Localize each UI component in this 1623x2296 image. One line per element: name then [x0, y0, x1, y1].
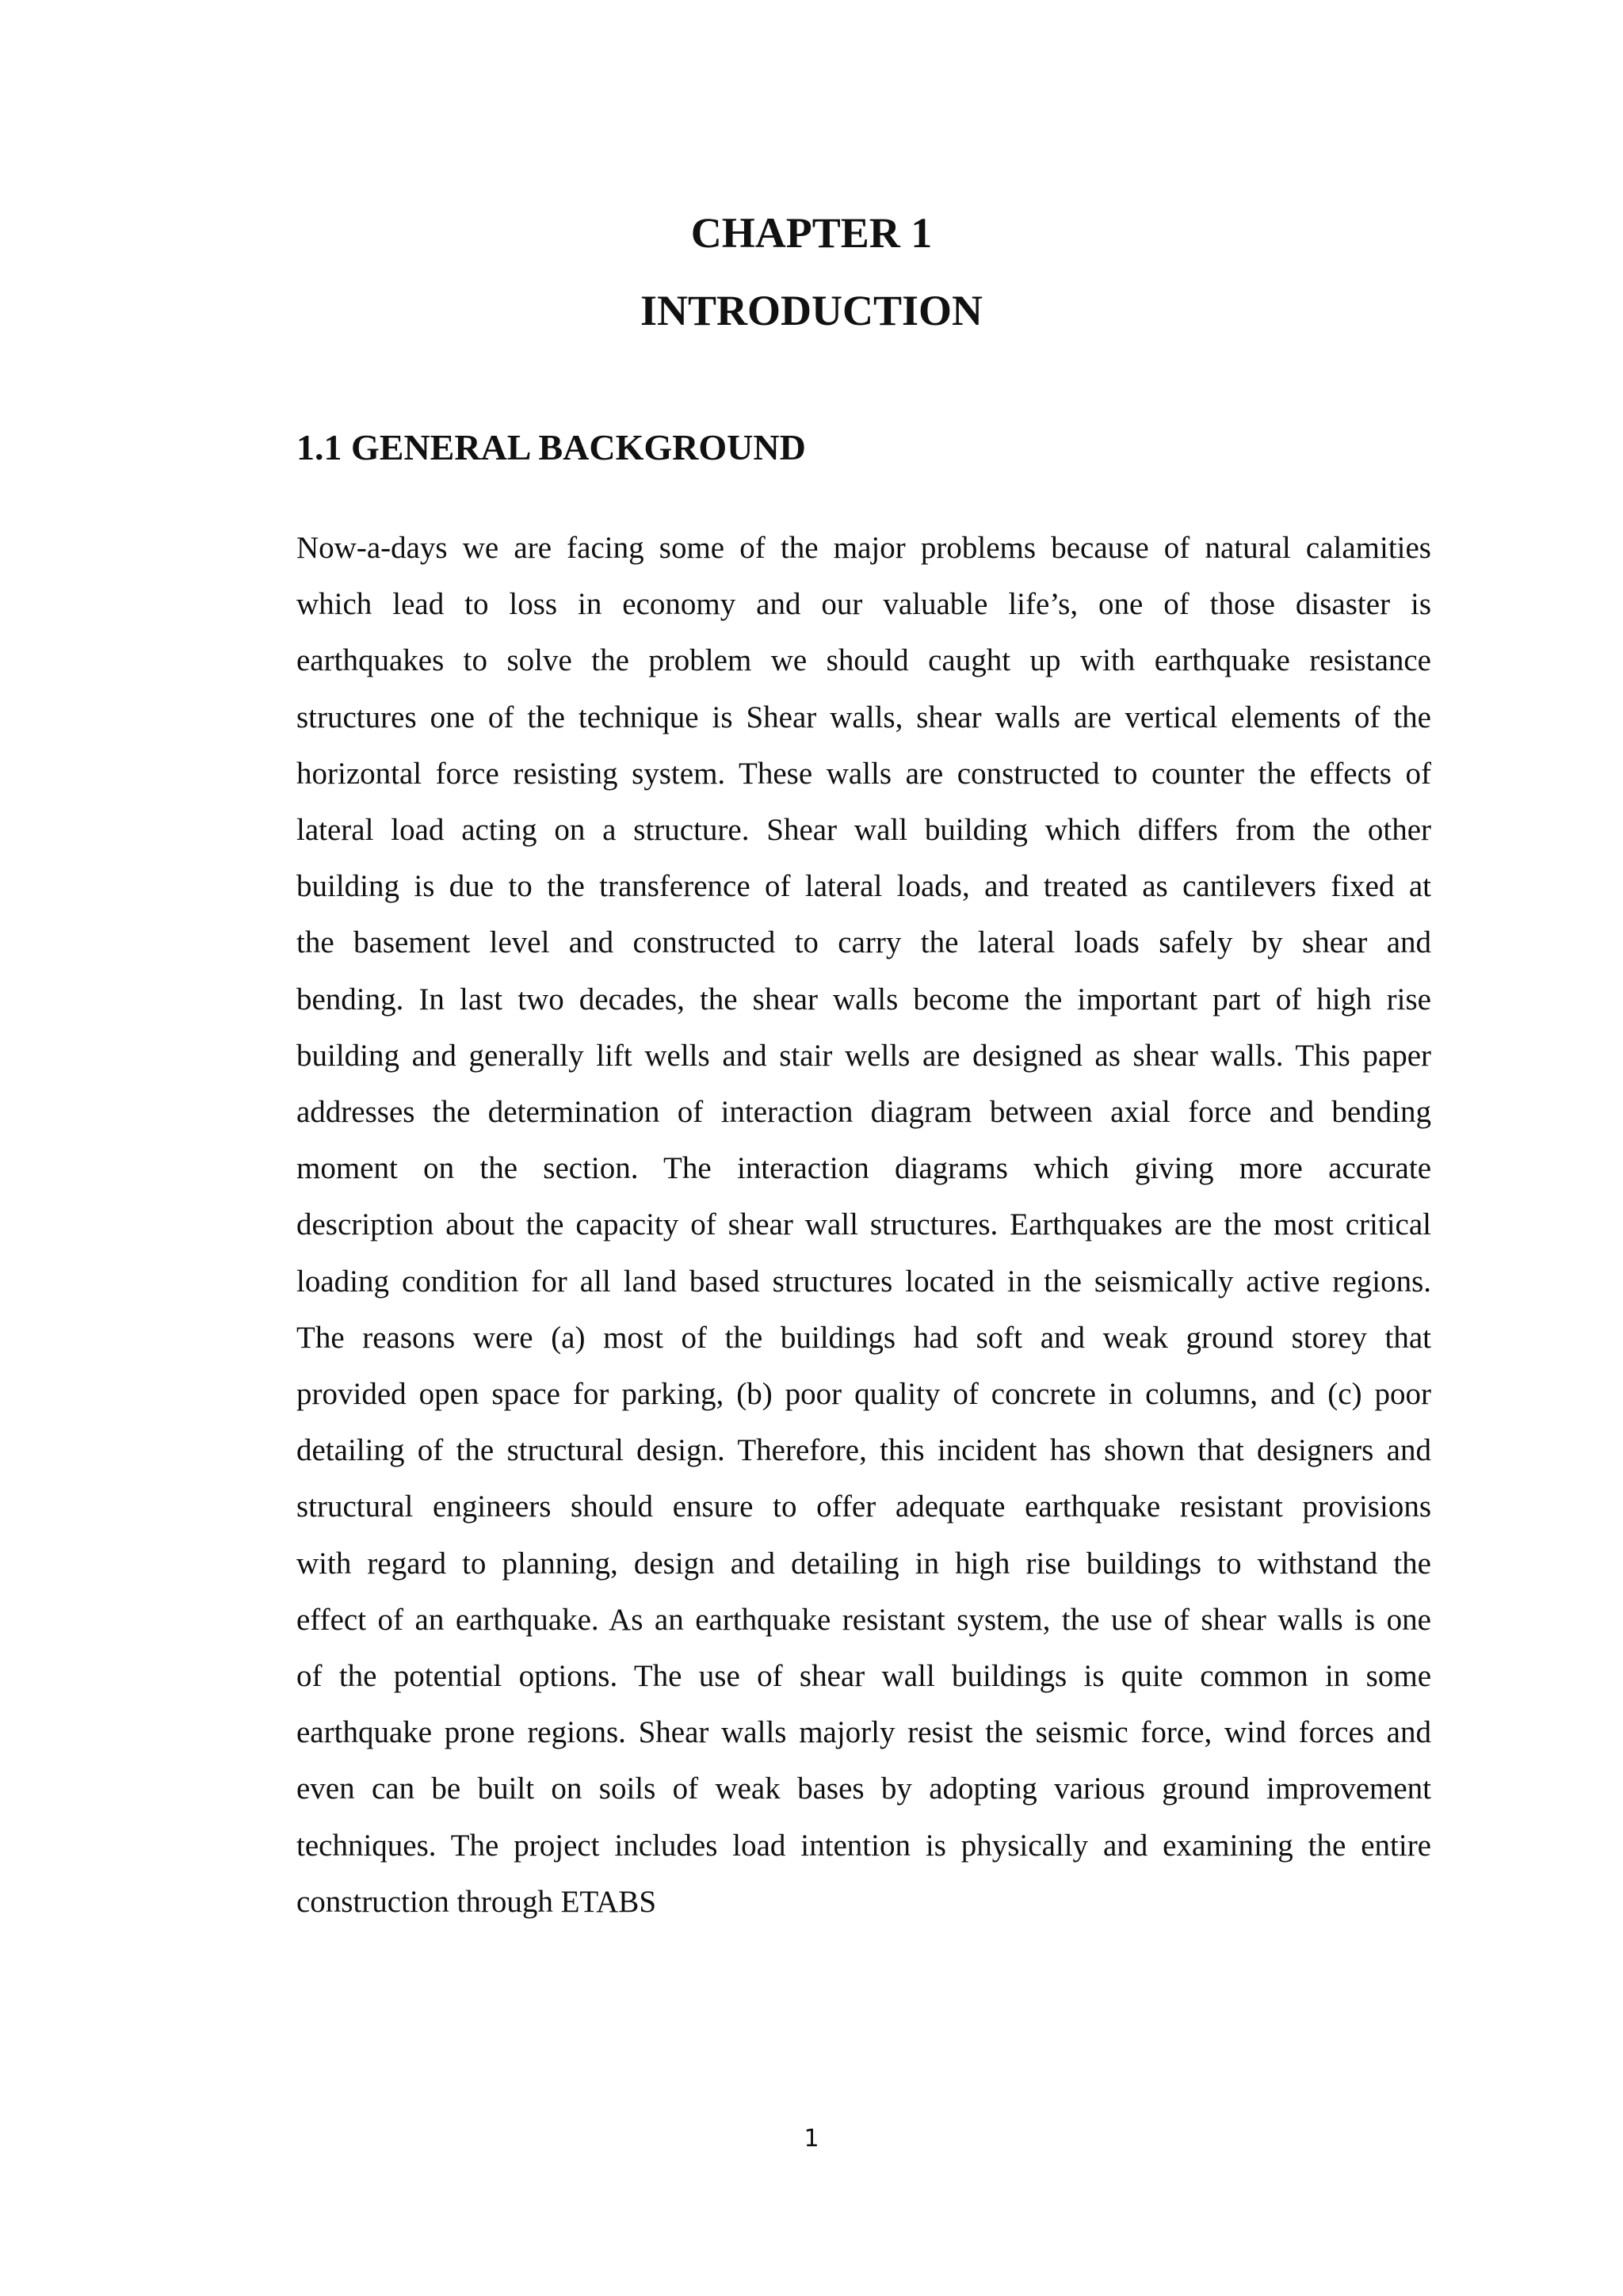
paragraph-line: lateral load acting on a structure. Shear wall building which differs from the other	[296, 813, 1431, 848]
page-number: 1	[804, 2125, 819, 2153]
paragraph-line: structures one of the technique is Shear walls, shear walls are vertical elements of the	[296, 700, 1431, 734]
paragraph-line: structural engineers should ensure to offer adequate earthquake resistant provisions	[296, 1489, 1431, 1524]
paragraph-line: loading condition for all land based structures located in the seismically active regions.	[296, 1264, 1431, 1299]
paragraph-line: construction through ETABS	[296, 1884, 657, 1919]
paragraph-line: Now-a-days we are facing some of the major problems because of natural calamities	[296, 531, 1431, 565]
chapter-label: CHAPTER 1	[690, 209, 933, 257]
paragraph-line: addresses the determination of interaction diagram between axial force and bending	[296, 1095, 1431, 1130]
paragraph-line: effect of an earthquake. As an earthquake resistant system, the use of shear walls is one	[296, 1602, 1431, 1637]
paragraph-line: of the potential options. The use of shear wall buildings is quite common in some	[296, 1659, 1431, 1694]
paragraph-line: horizontal force resisting system. These walls are constructed to counter the effects of	[296, 756, 1431, 791]
paragraph-line: bending. In last two decades, the shear walls become the important part of high rise	[296, 982, 1431, 1016]
paragraph-line: techniques. The project includes load intention is physically and examining the entire	[296, 1828, 1431, 1863]
paragraph-line: detailing of the structural design. Therefore, this incident has shown that designers and	[296, 1433, 1431, 1468]
paragraph-line: earthquake prone regions. Shear walls majorly resist the seismic force, wind forces and	[296, 1715, 1431, 1750]
paragraph-line: moment on the section. The interaction diagrams which giving more accurate	[296, 1151, 1431, 1186]
section-heading: 1.1 GENERAL BACKGROUND	[296, 427, 806, 467]
paragraph-line: the basement level and constructed to carry the lateral loads safely by shear and	[296, 925, 1431, 960]
paragraph-line: which lead to loss in economy and our valuable life’s, one of those disaster is	[296, 587, 1431, 622]
body-paragraph	[296, 520, 1431, 1930]
paragraph-line: with regard to planning, design and detailing in high rise buildings to withstand the	[296, 1546, 1431, 1581]
paragraph-line: even can be built on soils of weak bases by adopting various ground improvement	[296, 1772, 1431, 1806]
paragraph-line: building and generally lift wells and stair wells are designed as shear walls. This paper	[296, 1038, 1431, 1073]
chapter-title: INTRODUCTION	[640, 287, 983, 334]
paragraph-line: The reasons were (a) most of the buildings had soft and weak ground storey that	[296, 1320, 1431, 1355]
paragraph-line: earthquakes to solve the problem we should caught up with earthquake resistance	[296, 643, 1431, 678]
paragraph-line: provided open space for parking, (b) poor quality of concrete in columns, and (c) poor	[296, 1377, 1431, 1412]
paragraph-line: building is due to the transference of lateral loads, and treated as cantilevers fixed at	[296, 869, 1431, 904]
paragraph-line: description about the capacity of shear wall structures. Earthquakes are the most critical	[296, 1207, 1431, 1242]
